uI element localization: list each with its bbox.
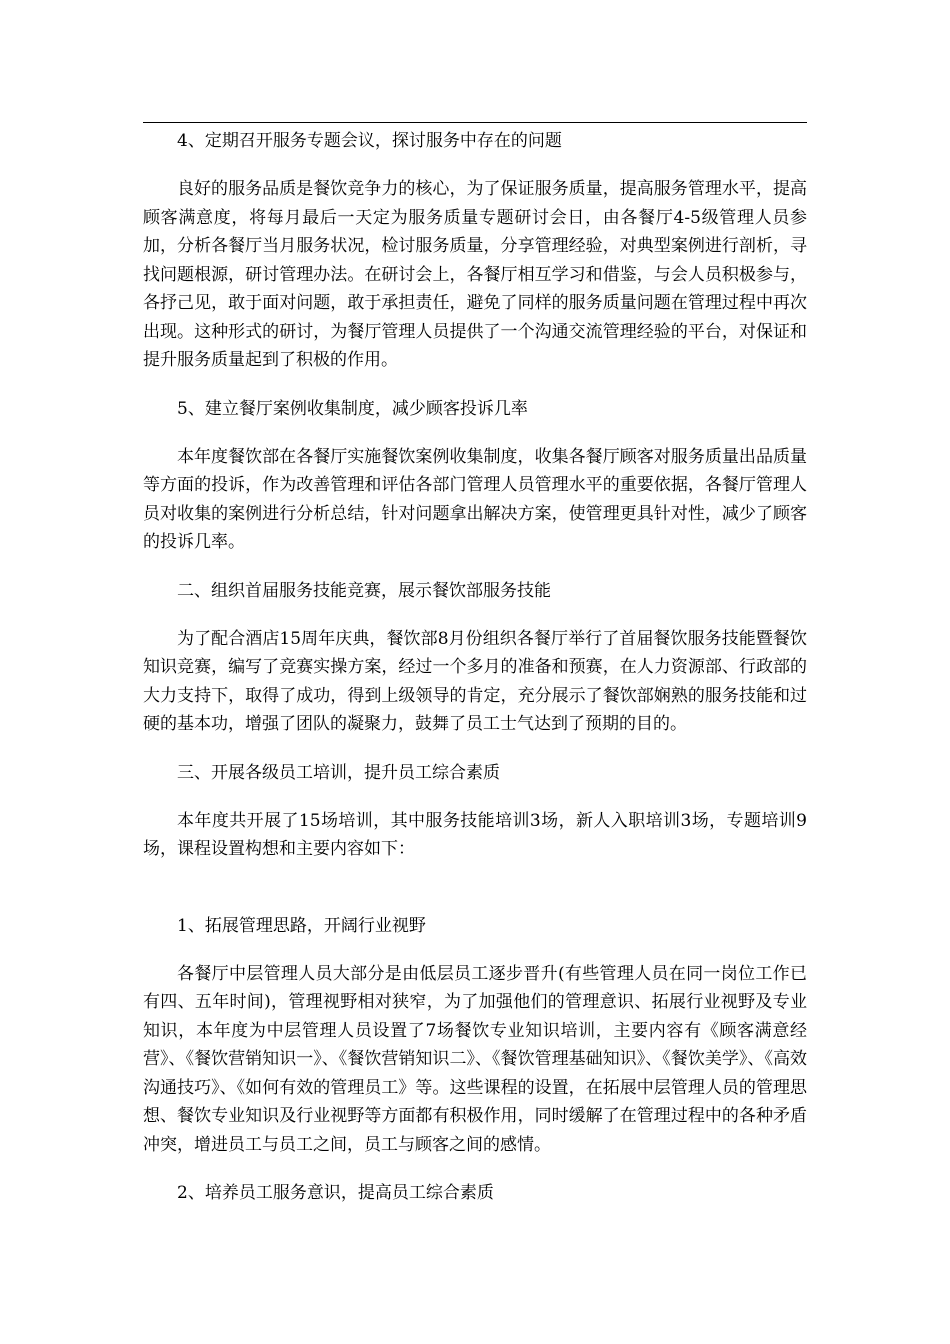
paragraph-staff-training: 本年度共开展了15场培训，其中服务技能培训3场，新人入职培训3场，专题培训9场，课程设置构想和主要内容如下：	[143, 810, 807, 859]
heading-skills-contest: 二、组织首届服务技能竞赛，展示餐饮部服务技能	[177, 580, 551, 601]
document-body	[143, 127, 807, 1207]
heading-management-vision: 1、拓展管理思路，开阔行业视野	[177, 915, 426, 936]
heading-staff-training: 三、开展各级员工培训，提升员工综合素质	[177, 762, 500, 783]
heading-service-meeting: 4、定期召开服务专题会议，探讨服务中存在的问题	[177, 131, 562, 151]
paragraph-service-meeting: 良好的服务品质是餐饮竞争力的核心，为了保证服务质量，提高服务管理水平，提高顾客满意度，将每月最后一天定为服务质量专题研讨会日，由各餐厅4-5级管理人员参加，分析各餐厅当月服务状况，检讨服务质量，分享管理经验，对典型案例进行剖析，寻找问题根源，研讨管理办法。在研讨会上，各餐厅相互学习和借鉴，与会人员积极参与，各抒己见，敢于面对问题，敢于承担责任，避免了同样的服务质量问题在管理过程中再次出现。这种形式的研讨，为餐厅管理人员提供了一个沟通交流管理经验的平台，对保证和提升服务质量起到了积极的作用。	[143, 179, 807, 370]
heading-case-collection: 5、建立餐厅案例收集制度，减少顾客投诉几率	[177, 398, 528, 419]
paragraph-skills-contest: 为了配合酒店15周年庆典，餐饮部8月份组织各餐厅举行了首届餐饮服务技能暨餐饮知识竞赛，编写了竞赛实操方案，经过一个多月的准备和预赛，在人力资源部、行政部的大力支持下，取得了成功，得到上级领导的肯定，充分展示了餐饮部娴熟的服务技能和过硬的基本功，增强了团队的凝聚力，鼓舞了员工士气达到了预期的目的。	[143, 628, 807, 734]
top-divider	[143, 122, 807, 123]
paragraph-case-collection: 本年度餐饮部在各餐厅实施餐饮案例收集制度，收集各餐厅顾客对服务质量出品质量等方面的投诉，作为改善管理和评估各部门管理人员管理水平的重要依据，各餐厅管理人员对收集的案例进行分析总结，针对问题拿出解决方案，使管理更具针对性，减少了顾客的投诉几率。	[143, 446, 807, 552]
heading-service-awareness: 2、培养员工服务意识，提高员工综合素质	[177, 1183, 494, 1203]
paragraph-management-vision: 各餐厅中层管理人员大部分是由低层员工逐步晋升(有些管理人员在同一岗位工作已有四、五年时间)，管理视野相对狭窄，为了加强他们的管理意识、拓展行业视野及专业知识，本年度为中层管理人员设置了7场餐饮专业知识培训，主要内容有《顾客满意经营》、《餐饮营销知识一》、《餐饮营销知识二》、《餐饮管理基础知识》、《餐饮美学》、《高效沟通技巧》、《如何有效的管理员工》等。这些课程的设置，在拓展中层管理人员的管理思想、餐饮专业知识及行业视野等方面都有积极作用，同时缓解了在管理过程中的各种矛盾冲突，增进员工与员工之间，员工与顾客之间的感情。	[143, 963, 807, 1155]
